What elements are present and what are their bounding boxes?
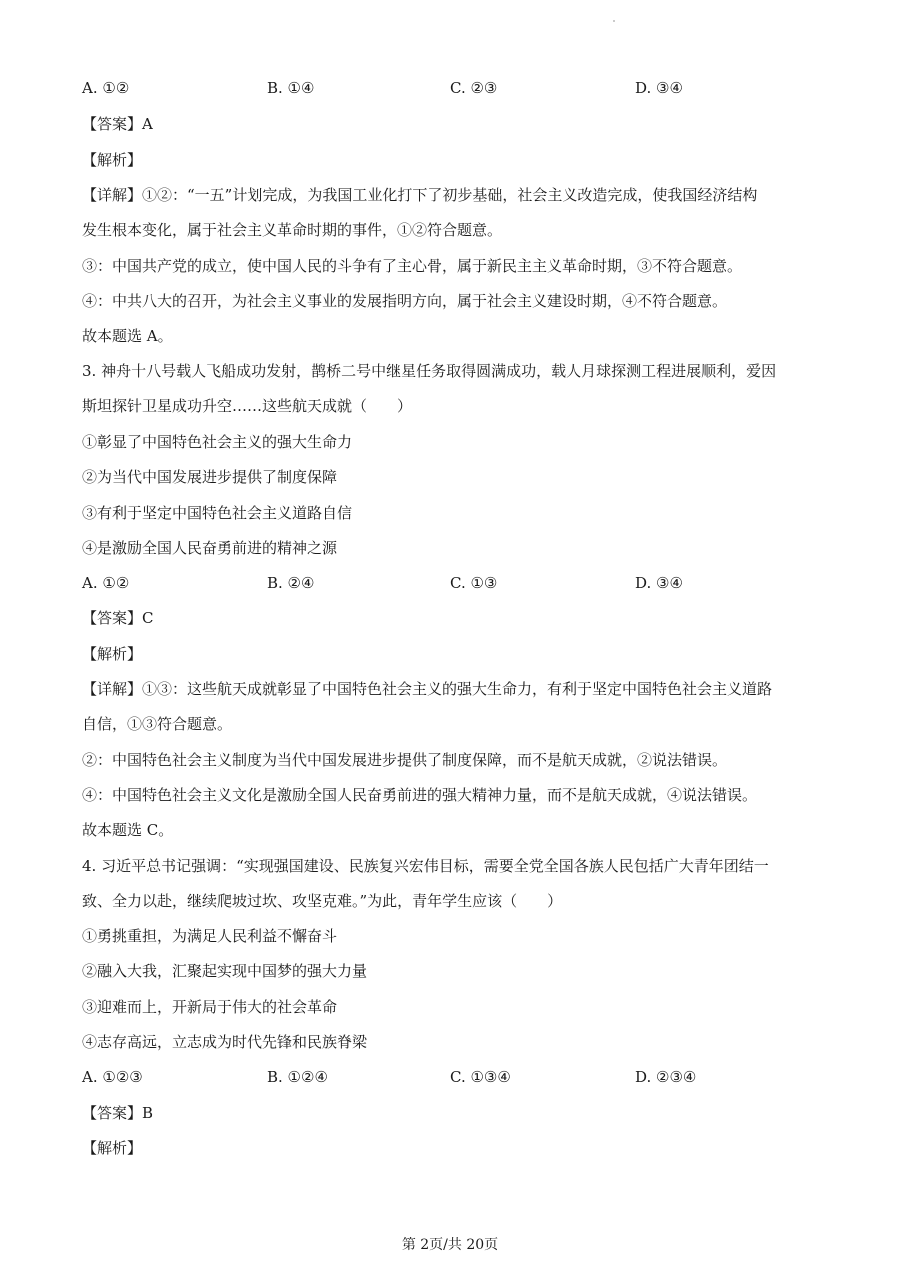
q4-option-b: B. ①②④: [267, 1068, 328, 1086]
q4-answer: 【答案】B: [82, 1104, 154, 1122]
q3-detail-line: 自信，①③符合题意。: [82, 715, 233, 733]
q2-analysis-heading: 【解析】: [82, 151, 143, 169]
q2-options: [82, 78, 822, 98]
scan-dot: [613, 20, 615, 22]
q3-stem-line: 3. 神舟十八号载人飞船成功发射，鹊桥二号中继星任务取得圆满成功，载人月球探测工程进展顺利，爱因: [82, 362, 777, 380]
q3-detail-line: ④：中国特色社会主义文化是激励全国人民奋勇前进的强大精神力量，而不是航天成就，④说法错误。: [82, 786, 758, 804]
q4-statement: ③迎难而上，开新局于伟大的社会革命: [82, 998, 338, 1016]
q4-option-a: A. ①②③: [82, 1068, 143, 1086]
q2-option-b: B. ①④: [267, 79, 315, 97]
page-number: 第 2页/共 20页: [401, 1237, 499, 1253]
q2-option-a: A. ①②: [82, 79, 130, 97]
q4-analysis-heading: 【解析】: [82, 1139, 143, 1157]
q4-statement: ①勇挑重担，为满足人民利益不懈奋斗: [82, 927, 338, 945]
q4-statement: ④志存高远，立志成为时代先锋和民族脊梁: [82, 1033, 368, 1051]
q3-options: [82, 573, 822, 593]
q3-statement: ①彰显了中国特色社会主义的强大生命力: [82, 433, 353, 451]
q2-detail-line: 【详解】①②：“一五”计划完成，为我国工业化打下了初步基础，社会主义改造完成，使我国经济结构: [82, 186, 758, 204]
q2-detail-line: ③：中国共产党的成立，使中国人民的斗争有了主心骨，属于新民主主义革命时期，③不符合题意。: [82, 257, 743, 275]
q2-answer: 【答案】A: [82, 115, 153, 133]
q2-detail-line: ④：中共八大的召开，为社会主义事业的发展指明方向，属于社会主义建设时期，④不符合题意。: [82, 292, 728, 310]
q3-detail-line: 【详解】①③：这些航天成就彰显了中国特色社会主义的强大生命力，有利于坚定中国特色社会主义道路: [82, 680, 773, 698]
q4-option-c: C. ①③④: [450, 1068, 511, 1086]
q3-analysis-heading: 【解析】: [82, 645, 143, 663]
q3-option-a: A. ①②: [82, 574, 130, 592]
q4-options: [82, 1067, 822, 1087]
q2-conclusion: 故本题选 A。: [82, 327, 173, 345]
q3-stem-line: 斯坦探针卫星成功升空……这些航天成就（ ）: [82, 397, 413, 415]
q4-stem-line: 4. 习近平总书记强调：“实现强国建设、民族复兴宏伟目标，需要全党全国各族人民包括广大青年团结一: [82, 857, 769, 875]
q4-statement: ②融入大我，汇聚起实现中国梦的强大力量: [82, 962, 368, 980]
q3-option-c: C. ①③: [450, 574, 498, 592]
q3-conclusion: 故本题选 C。: [82, 821, 174, 839]
q3-option-b: B. ②④: [267, 574, 315, 592]
q3-detail-line: ②：中国特色社会主义制度为当代中国发展进步提供了制度保障，而不是航天成就，②说法错误。: [82, 751, 728, 769]
q4-stem-line: 致、全力以赴，继续爬坡过坎、攻坚克难。”为此，青年学生应该（ ）: [82, 892, 563, 910]
q2-detail-line: 发生根本变化，属于社会主义革命时期的事件，①②符合题意。: [82, 221, 503, 239]
q2-option-d: D. ③④: [635, 79, 683, 97]
q3-statement: ②为当代中国发展进步提供了制度保障: [82, 468, 338, 486]
q3-option-d: D. ③④: [635, 574, 683, 592]
q3-answer: 【答案】C: [82, 609, 154, 627]
q3-statement: ③有利于坚定中国特色社会主义道路自信: [82, 504, 353, 522]
q3-statement: ④是激励全国人民奋勇前进的精神之源: [82, 539, 338, 557]
q4-option-d: D. ②③④: [635, 1068, 697, 1086]
q2-option-c: C. ②③: [450, 79, 498, 97]
